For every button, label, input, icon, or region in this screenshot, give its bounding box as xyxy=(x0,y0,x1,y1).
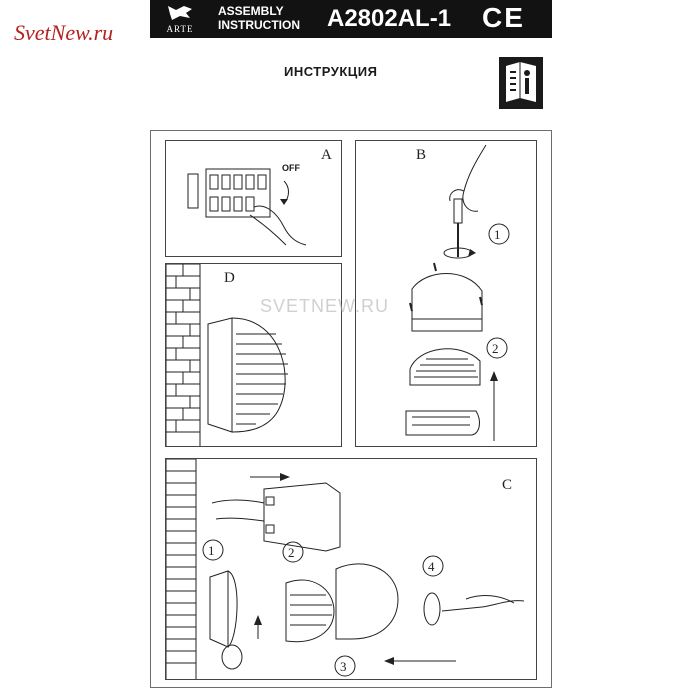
c-step-1-circle-icon xyxy=(202,539,224,561)
logo-text: ARTE xyxy=(166,24,194,34)
panel-c-step-4: 4 xyxy=(428,559,435,574)
model-number: A2802AL-1 xyxy=(327,5,452,32)
panel-b-label: B xyxy=(416,147,427,163)
panel-b-step-1: 1 xyxy=(494,227,501,242)
assembly-label: ASSEMBLY xyxy=(218,4,284,18)
page-title: ИНСТРУКЦИЯ xyxy=(284,64,378,79)
off-label: OFF xyxy=(282,163,300,173)
instruction-label: INSTRUCTION xyxy=(218,18,300,32)
panel-b-step-2: 2 xyxy=(492,341,499,356)
circuit-breaker-illustration xyxy=(166,141,342,257)
panel-b xyxy=(355,140,537,447)
wall-mounted-lamp-illustration xyxy=(166,264,342,447)
c-step-2-circle-icon xyxy=(282,541,304,563)
panel-c-step-2: 2 xyxy=(288,545,295,560)
info-manual-icon xyxy=(498,56,544,110)
site-watermark: SVETNEW.RU xyxy=(260,296,390,316)
panel-a-label: A xyxy=(321,147,332,163)
wiring-assembly-illustration xyxy=(166,459,537,680)
panel-c xyxy=(165,458,537,680)
c-step-4-circle-icon xyxy=(422,555,444,577)
cover-removal-illustration xyxy=(356,141,537,447)
ce-mark: CE xyxy=(482,2,525,33)
step-1-circle-icon xyxy=(488,223,510,245)
step-2-circle-icon xyxy=(486,337,508,359)
panel-d-label: D xyxy=(224,270,235,286)
panel-c-label: C xyxy=(502,477,513,493)
panel-c-step-3: 3 xyxy=(340,659,347,674)
panel-c-step-1: 1 xyxy=(208,543,215,558)
panel-a xyxy=(165,140,342,257)
panel-d xyxy=(165,263,342,447)
brand-watermark: SvetNew.ru xyxy=(14,20,114,45)
c-step-3-circle-icon xyxy=(334,655,356,677)
